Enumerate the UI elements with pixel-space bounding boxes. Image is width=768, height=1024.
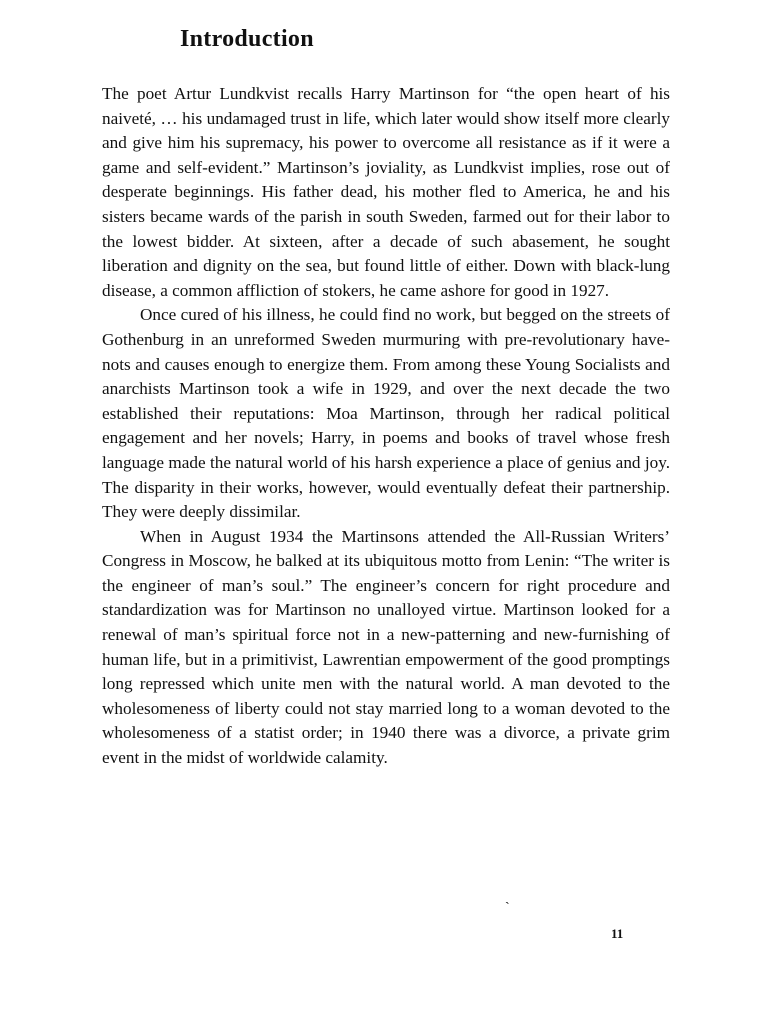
body-text [102,82,670,771]
paragraph-2: Once cured of his illness, he could find no work, but begged on the streets of Gothenburg in an unreformed Sweden murmuring with pre-revolutionary have-nots and causes enough to energize them. From among these Young Socialists and anarchists Martinson took a wife in 1929, and over the next decade the two established their reputations: Moa Martinson, through her radical political engagement and her novels; Harry, in poems and books of travel whose fresh language made the natural world of his harsh experience a place of genius and joy. The disparity in their works, however, would eventually defeat their partnership. They were deeply dissimilar. [102,305,670,522]
stray-ink-mark: ˏ [505,890,510,905]
paragraph-1: The poet Artur Lundkvist recalls Harry Martinson for “the open heart of his naiveté, … his undamaged trust in life, which later would show itself more clearly and give him his supremacy, his power to overcome all resistance as if it were a game and self-evident.” Martinson’s joviality, as Lundkvist implies, rose out of desperate beginnings. His father dead, his mother fled to America, he and his sisters became wards of the parish in south Sweden, farmed out for their labor to the lowest bidder. At sixteen, after a decade of such abasement, he sought liberation and dignity on the sea, but found little of either. Down with black-lung disease, a common affliction of stokers, he came ashore for good in 1927. [102,84,670,300]
chapter-heading: Introduction [180,26,314,52]
page-number: 11 [611,926,624,941]
paragraph-3: When in August 1934 the Martinsons attended the All-Russian Writers’ Congress in Moscow, he balked at its ubiquitous motto from Lenin: “The writer is the engineer of man’s soul.” The engineer’s concern for right procedure and standardization was for Martinson no unalloyed virtue. Martinson looked for a renewal of man’s spiritual force not in a new-patterning and new-furnishing of human life, but in a primitivist, Lawrentian empowerment of the good promptings long repressed which unite men with the natural world. A man devoted to the wholesomeness of liberty could not stay married long to a woman devoted to the wholesomeness of a statist order; in 1940 there was a divorce, a private grim event in the midst of worldwide calamity. [102,526,670,768]
